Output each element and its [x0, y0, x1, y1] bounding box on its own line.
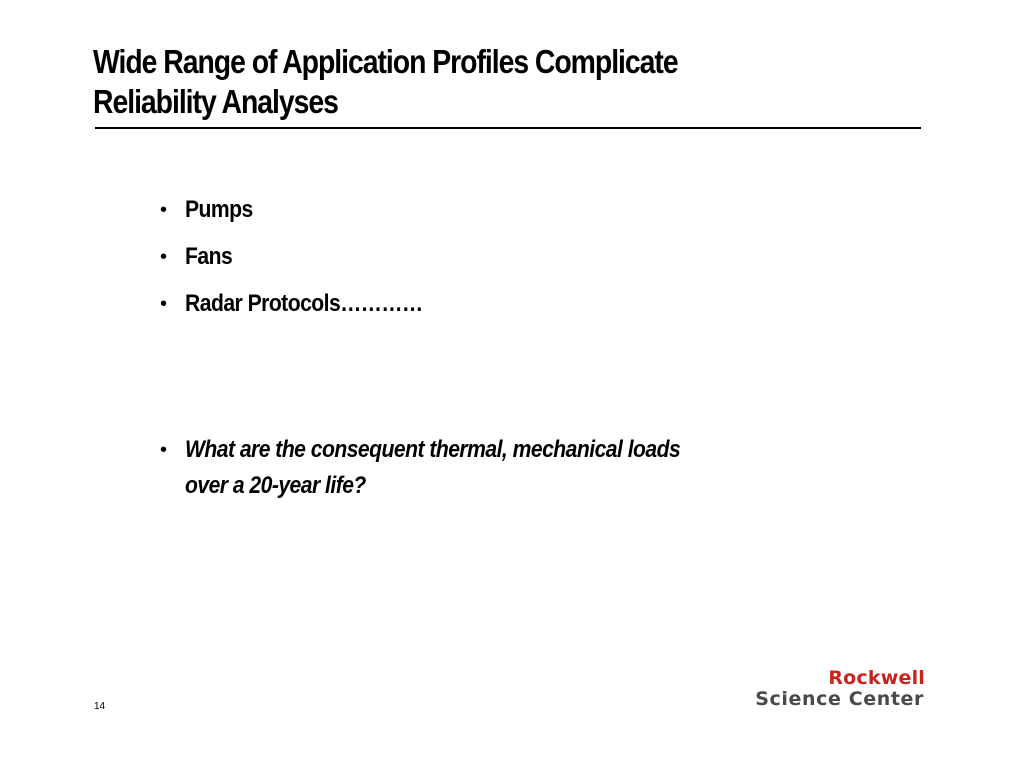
slide-title-line-1: Wide Range of Application Profiles Complicate	[93, 43, 678, 80]
bullet-item-radar-protocols	[160, 290, 455, 337]
bullet-item-pumps	[160, 196, 455, 243]
bullet-marker: •	[160, 439, 167, 461]
bullet-text: Pumps	[185, 196, 253, 223]
slide-title	[93, 42, 807, 122]
bullet-list	[160, 196, 455, 337]
logo-line-science-center: Science Center	[755, 688, 924, 710]
page-number: 14	[94, 701, 106, 712]
question-line-2: over a 20-year life?	[185, 472, 366, 499]
bullet-text: Fans	[185, 243, 233, 270]
slide-title-line-2: Reliability Analyses	[93, 83, 338, 120]
bullet-item-fans	[160, 243, 455, 290]
question-line-1: What are the consequent thermal, mechanical loads	[185, 436, 681, 463]
bullet-text: Radar Protocols…………	[185, 290, 423, 317]
bullet-marker: •	[160, 199, 167, 221]
bullet-marker: •	[160, 246, 167, 268]
logo-line-rockwell: Rockwell	[828, 667, 925, 689]
title-divider	[95, 127, 921, 129]
rockwell-science-center-logo	[735, 668, 925, 710]
bullet-marker: •	[160, 293, 167, 315]
question-bullet	[160, 432, 905, 504]
